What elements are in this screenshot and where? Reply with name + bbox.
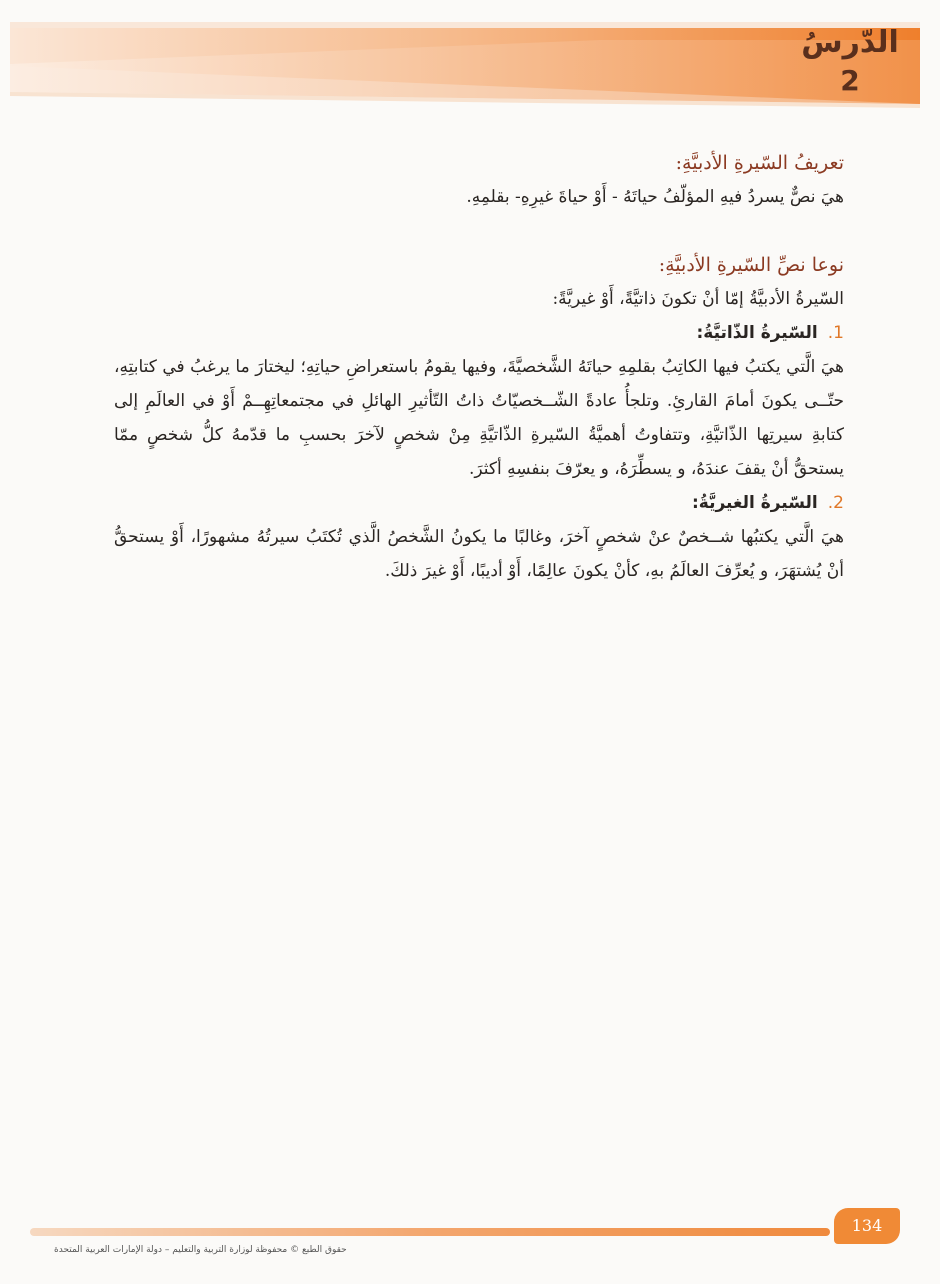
item-title bbox=[114, 316, 844, 350]
item-title-text: السّيرةُ الغيريَّةُ: bbox=[691, 493, 818, 513]
lesson-label: الدّرسُ bbox=[801, 25, 899, 60]
types-heading: نوعا نصِّ السّيرةِ الأدبيَّةِ: bbox=[658, 254, 844, 276]
definition-text: هيَ نصٌّ يسردُ فيهِ المؤلّفُ حياتَهُ - أَوْ حياةَ غيرِهِ- بقلمِهِ. bbox=[466, 187, 844, 207]
header-banner bbox=[0, 0, 940, 120]
item-number: 1. bbox=[827, 323, 844, 343]
item-text: هيَ الَّتي يكتبُها شــخصٌ عنْ شخصٍ آخرَ، وغالبًا ما يكونُ الشَّخصُ الَّذي تُكتَبُ سيرتُهُ مشهورًا، أَوْ يستحقُّ أنْ يُشتهَرَ، و يُعرِّفَ العالَمُ بهِ، كأنْ يكونَ عالِمًا، أَوْ أديبًا، أَوْ غيرَ ذلكَ. bbox=[114, 527, 844, 581]
lesson-number: 2 bbox=[840, 64, 860, 97]
types-intro: السّيرةُ الأدبيَّةُ إمّا أنْ تكونَ ذاتيَّةً، أَوْ غيريَّةً: bbox=[552, 289, 844, 309]
type-item bbox=[114, 486, 844, 588]
item-number: 2. bbox=[827, 493, 844, 513]
lesson-content bbox=[114, 146, 844, 588]
copyright-notice: حقوق الطبع © محفوظة لوزارة التربية والتعليم – دولة الإمارات العربية المتحدة bbox=[54, 1245, 347, 1255]
definition-heading: تعريفُ السّيرةِ الأدبيَّةِ: bbox=[675, 152, 844, 174]
footer-bar bbox=[30, 1228, 830, 1236]
item-text: هيَ الَّتي يكتبُ فيها الكاتِبُ بقلمِهِ حياتَهُ الشَّخصيَّةَ، وفيها يقومُ باستعراضِ حياتِهِ؛ ليختارَ ما يرغبُ في كتابتِهِ، حتّــى يكونَ أمامَ القارئِ. وتلجأُ عادةً الشّــخصيّاتُ ذاتُ التّأثيرِ الهائلِ في مجتمعاتِهِــمْ أَوْ في العالَمِ إلى كتابةِ سيرتِها الذّاتيَّةِ، وتتفاوتُ أهميَّةُ السّيرةِ الذّاتيَّةِ مِنْ شخصٍ لآخرَ بحسبِ ما قدّمهُ كلُّ شخصٍ ممّا يستحقُّ أنْ يقفَ عندَهُ، و يسطِّرَهُ، و يعرّفَ بنفسِهِ أكثرَ. bbox=[114, 357, 844, 479]
page-number: 134 bbox=[834, 1208, 900, 1244]
type-item bbox=[114, 316, 844, 486]
item-title-text: السّيرةُ الذّاتيَّةُ: bbox=[696, 323, 818, 343]
item-title bbox=[114, 486, 844, 520]
